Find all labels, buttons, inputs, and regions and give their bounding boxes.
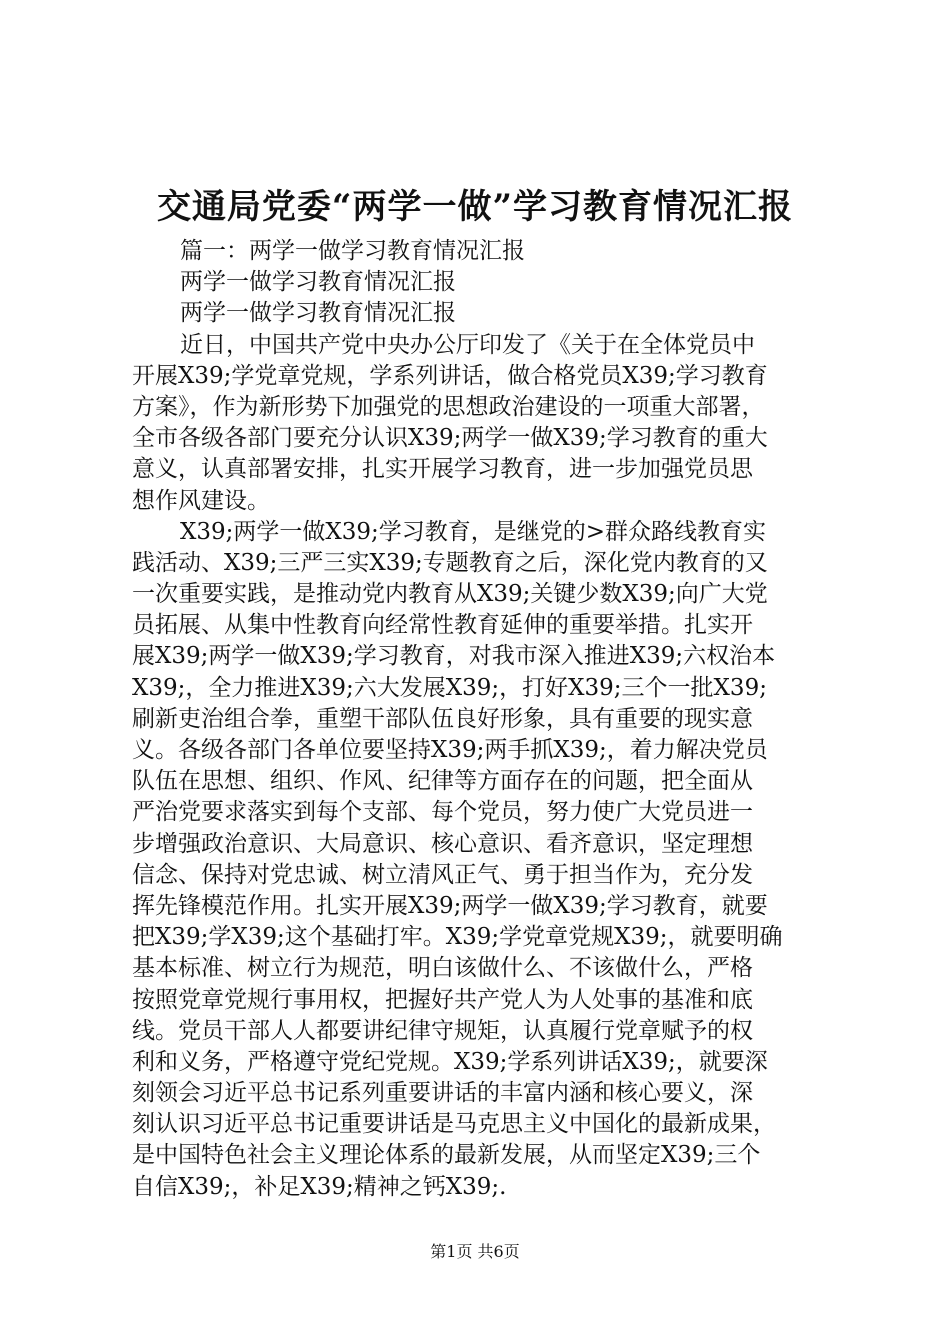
paragraph-line: 近日，中国共产党中央办公厅印发了《关于在全体党员中 (180, 331, 755, 358)
paragraph-line: 自信X39;，补足X39;精神之钙X39;. (132, 1173, 507, 1200)
paragraph-line: 意义，认真部署安排，扎实开展学习教育，进一步加强党员思 (132, 456, 753, 483)
heading-line: 篇一：两学一做学习教育情况汇报 (180, 238, 525, 264)
paragraph-line: 按照党章党规行事用权，把握好共产党人为人处事的基准和底 (132, 986, 753, 1013)
paragraph-line: 一次重要实践，是推动党内教育从X39;关键少数X39;向广大党 (132, 581, 768, 608)
paragraph-line: 想作风建设。 (132, 487, 270, 514)
paragraph-line: 方案》，作为新形势下加强党的思想政治建设的一项重大部署， (132, 393, 765, 420)
paragraph-line: 线。党员干部人人都要讲纪律守规矩，认真履行党章赋予的权 (132, 1017, 753, 1044)
paragraph-line: 挥先锋模范作用。扎实开展X39;两学一做X39;学习教育，就要 (132, 892, 768, 919)
paragraph-line: 刻认识习近平总书记重要讲话是马克思主义中国化的最新成果， (132, 1111, 776, 1138)
paragraph-line: 刻领会习近平总书记系列重要讲话的丰富内涵和核心要义，深 (132, 1080, 753, 1107)
paragraph-line: X39;，全力推进X39;六大发展X39;，打好X39;三个一批X39; (132, 674, 767, 701)
document-body (132, 236, 832, 1203)
paragraph-line: 步增强政治意识、大局意识、核心意识、看齐意识，坚定理想 (132, 830, 753, 857)
paragraph-line: 队伍在思想、组织、作风、纪律等方面存在的问题，把全面从 (132, 768, 753, 795)
paragraph-line: 刷新吏治组合拳，重塑干部队伍良好形象，具有重要的现实意 (132, 705, 753, 732)
page-number-footer: 第1页 共6页 (430, 1242, 520, 1261)
heading-line: 两学一做学习教育情况汇报 (180, 269, 456, 296)
paragraph-line: 开展X39;学党章党规，学系列讲话，做合格党员X39;学习教育 (132, 362, 768, 389)
heading-line: 两学一做学习教育情况汇报 (180, 300, 456, 327)
paragraph-line: 基本标准、树立行为规范，明白该做什么、不该做什么，严格 (132, 955, 753, 982)
paragraph-line: 是中国特色社会主义理论体系的最新发展，从而坚定X39;三个 (132, 1142, 761, 1169)
paragraph-line: 信念、保持对党忠诚、树立清风正气、勇于担当作为，充分发 (132, 861, 753, 888)
document-title: 交通局党委“两学一做”学习教育情况汇报 (156, 187, 794, 227)
paragraph-line: 践活动、X39;三严三实X39;专题教育之后，深化党内教育的又 (132, 549, 768, 576)
paragraph-line: X39;两学一做X39;学习教育，是继党的>群众路线教育实 (180, 518, 767, 545)
paragraph-line: 把X39;学X39;这个基础打牢。X39;学党章党规X39;，就要明确 (132, 924, 783, 951)
paragraph-line: 义。各级各部门各单位要坚持X39;两手抓X39;，着力解决党员 (132, 737, 768, 763)
paragraph-line: 员拓展、从集中性教育向经常性教育延伸的重要举措。扎实开 (132, 612, 753, 639)
paragraph-line: 严治党要求落实到每个支部、每个党员，努力使广大党员进一 (132, 799, 753, 826)
paragraph-line: 利和义务，严格遵守党纪党规。X39;学系列讲话X39;，就要深 (132, 1048, 768, 1075)
paragraph-line: 展X39;两学一做X39;学习教育，对我市深入推进X39;六权治本 (132, 643, 776, 670)
paragraph-line: 全市各级各部门要充分认识X39;两学一做X39;学习教育的重大 (132, 425, 768, 452)
